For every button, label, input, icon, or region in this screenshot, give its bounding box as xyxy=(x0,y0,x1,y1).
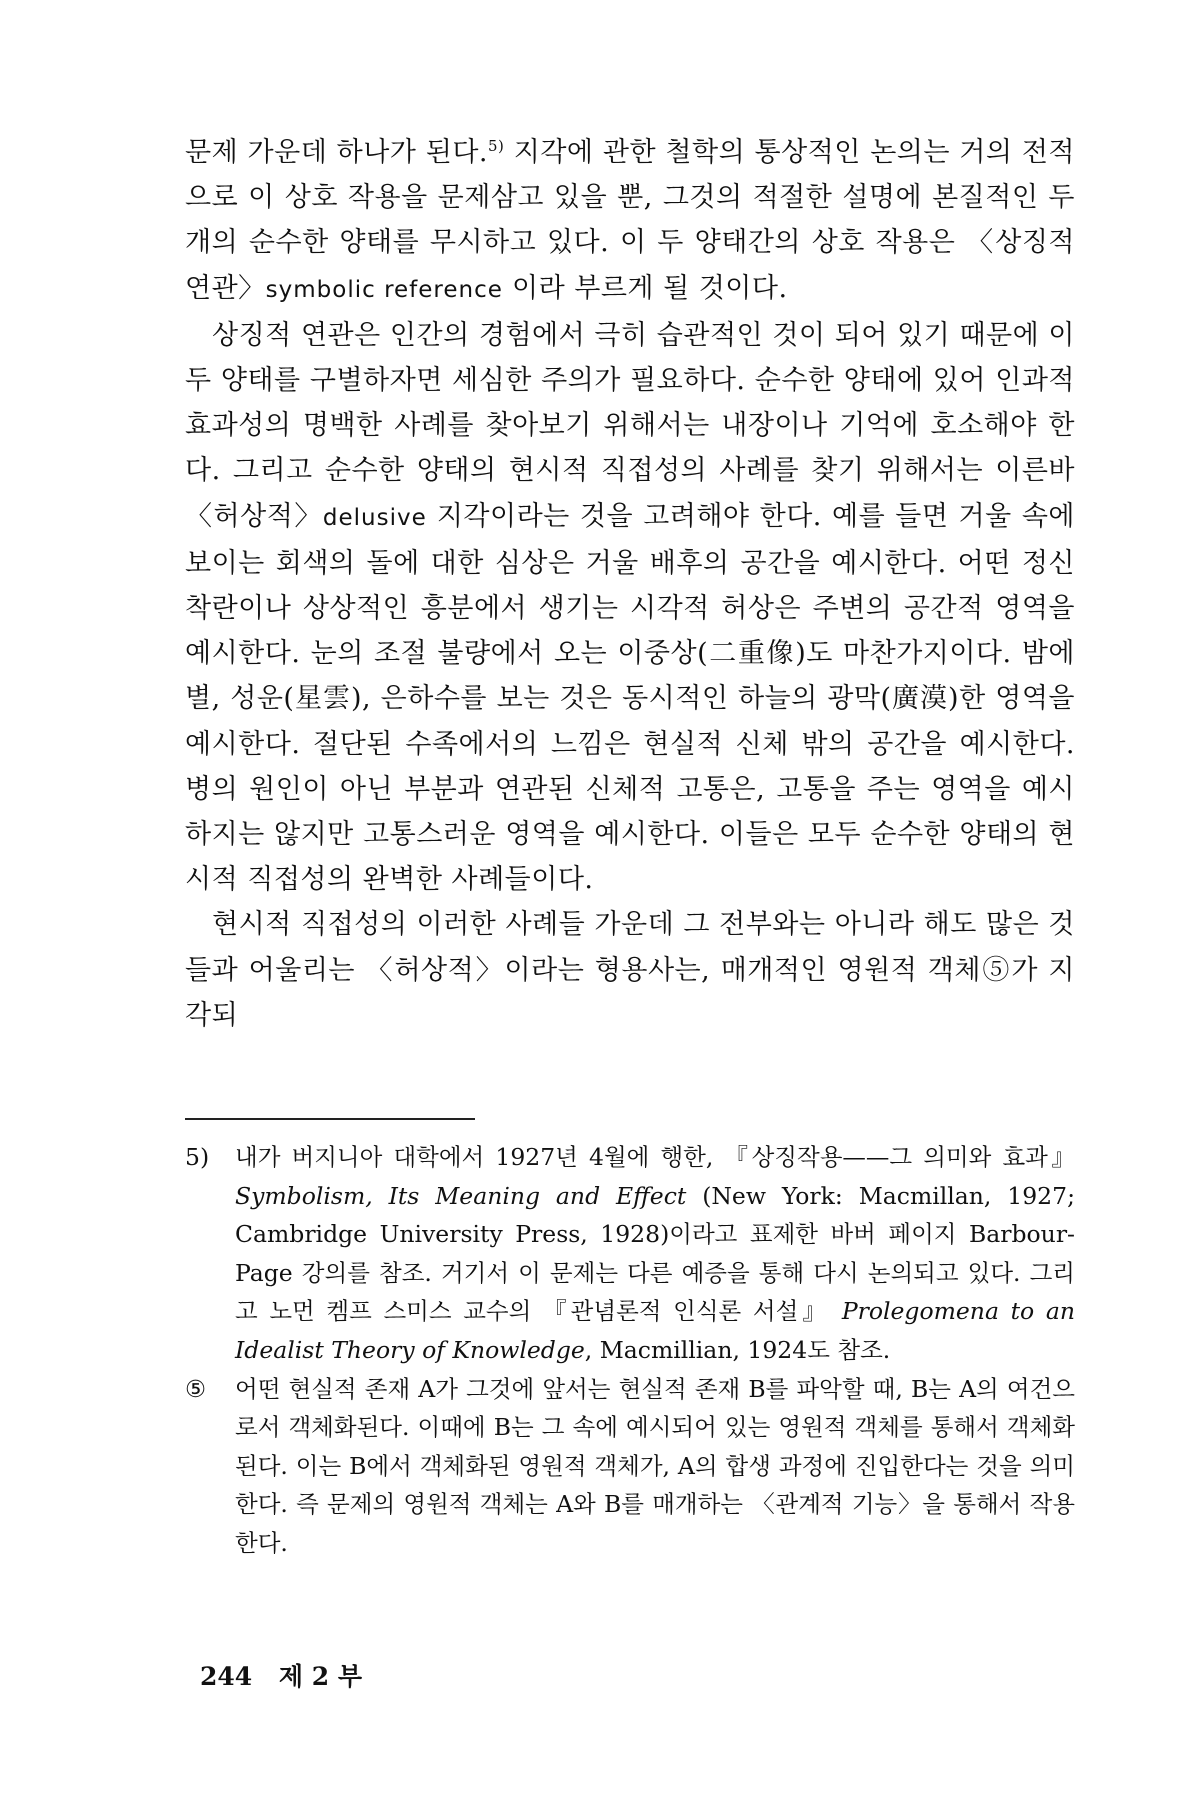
text-run: 지각에 관한 철학의 통상적인 논의는 거의 전적으로 이 상호 작용을 문제삼고 있을 뿐, 그것의 적절한 설명에 본질적인 두 개의 순수한 양태를 무시하고 있다. 이 두 양태간의 상호 작용은 〈상징적 연관〉 xyxy=(185,137,1075,304)
footnote-text xyxy=(235,1370,1075,1563)
text-run: 이라 부르게 될 것이다. xyxy=(502,272,788,304)
footnote xyxy=(185,1138,1075,1370)
main-text xyxy=(185,130,1075,1038)
section-label: 제 2 부 xyxy=(278,1662,363,1691)
footnote-text xyxy=(235,1138,1075,1370)
footnote-mark: 5) xyxy=(185,1143,210,1171)
page-footer xyxy=(200,1657,362,1693)
text-run: 내가 버지니아 대학에서 1927년 4월에 행한, 『상징작용——그 의미와 효과』 xyxy=(235,1143,1075,1171)
book-title: Prolegomena to an Idealist Theory of Knowledge xyxy=(235,1297,1076,1364)
text-run: 어떤 현실적 존재 A가 그것에 앞서는 현실적 존재 B를 파악할 때, B는 A의 여건으로서 객체화된다. 이때에 B는 그 속에 예시되어 있는 영원적 객체를 통해서 객체화된다. 이는 B에서 객체화된 영원적 객체가, A의 합생 과정에 진입한다는 것을 의미한다. 즉 문제의 영원적 객체는 A와 B를 매개하는 〈관계적 기능〉을 통해서 작용한다. xyxy=(235,1374,1075,1557)
footnote-separator xyxy=(185,1118,475,1120)
text-run: 현시적 직접성의 이러한 사례들 가운데 그 전부와는 아니라 해도 많은 것들과 어울리는 〈허상적〉이라는 형용사는, 매개적인 영원적 객체⑤가 지각되 xyxy=(185,909,1075,1031)
text-run: , Macmillian, 1924도 참조. xyxy=(584,1335,891,1364)
english-term: symbolic reference xyxy=(265,276,503,303)
footnote xyxy=(185,1370,1075,1563)
text-run: 상징적 연관은 인간의 경험에서 극히 습관적인 것이 되어 있기 때문에 이 두 양태를 구별하자면 세심한 주의가 필요하다. 순수한 양태에 있어 인과적 효과성의 명백한 사례를 찾아보기 위해서는 내장이나 기억에 호소해야 한다. 그리고 순수한 양태의 현시적 직접성의 사례를 찾기 위해서는 이른바 〈허상적〉 xyxy=(185,319,1075,532)
text-run: 문제 가운데 하나가 된다. xyxy=(185,137,488,168)
footnote-mark: ⑤ xyxy=(185,1374,207,1403)
paragraph xyxy=(185,313,1075,903)
text-run: (New York: Macmillan, 1927; Cambridge University Press, 1928)이라고 표제한 바버 페이지 Barbour-Page 강의를 참조. 거기서 이 문제는 다른 예증을 통해 다시 논의되고 있다. 그리고 노먼 켐프 스미스 교수의 『관념론적 인식론 서설』 xyxy=(235,1181,1075,1326)
book-title: Symbolism, Its Meaning and Effect xyxy=(235,1181,687,1210)
footnotes xyxy=(185,1138,1075,1563)
paragraph xyxy=(185,130,1075,313)
paragraph xyxy=(185,902,1075,1038)
page-number: 244 xyxy=(200,1662,253,1691)
footnote-reference: 5) xyxy=(488,137,505,155)
english-term: delusive xyxy=(322,504,427,531)
text-run: 지각이라는 것을 고려해야 한다. 예를 들면 거울 속에 보이는 회색의 돌에 대한 심상은 거울 배후의 공간을 예시한다. 어떤 정신 착란이나 상상적인 흥분에서 생기는 시각적 허상은 주변의 공간적 영역을 예시한다. 눈의 조절 불량에서 오는 이중상(二重像)도 마찬가지이다. 밤에 별, 성운(星雲), 은하수를 보는 것은 동시적인 하늘의 광막(廣漠)한 영역을 예시한다. 절단된 수족에서의 느낌은 현실적 신체 밖의 공간을 예시한다. 병의 원인이 아닌 부분과 연관된 신체적 고통은, 고통을 주는 영역을 예시하지는 않지만 고통스러운 영역을 예시한다. 이들은 모두 순수한 양태의 현시적 직접성의 완벽한 사례들이다. xyxy=(185,500,1076,896)
